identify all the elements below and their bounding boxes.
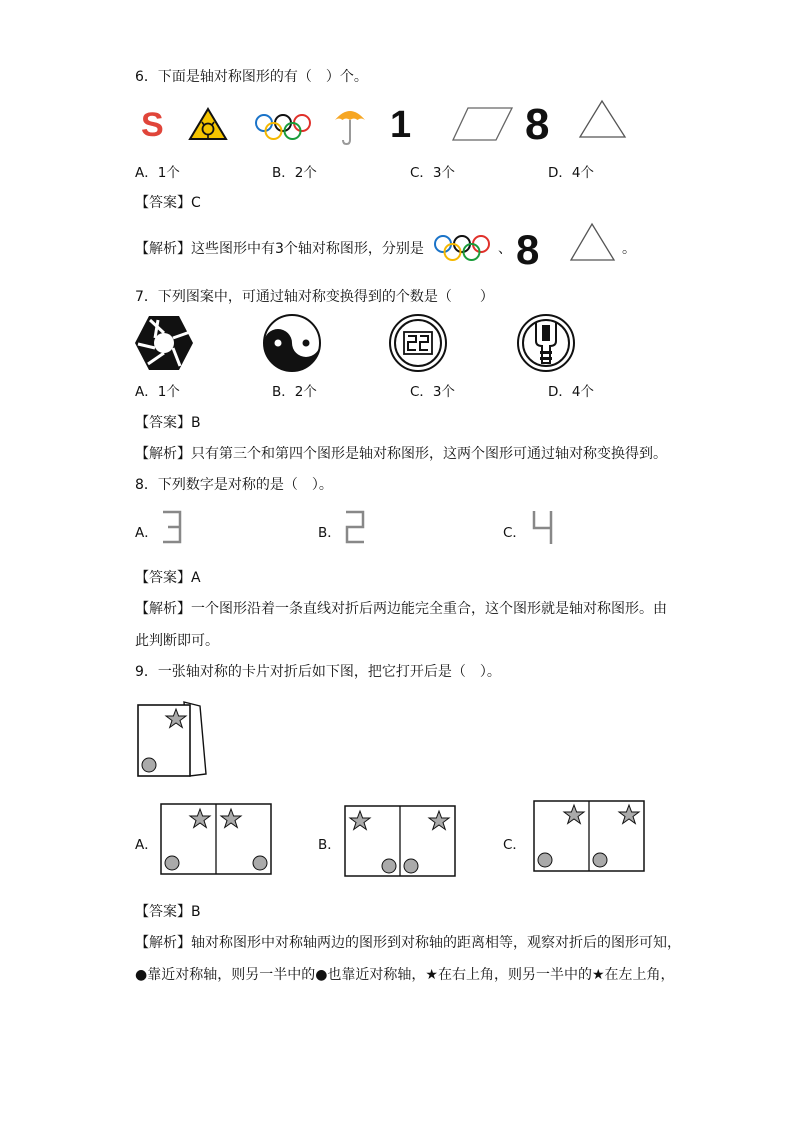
q7-question: 7．下列图案中，可通过轴对称变换得到的个数是（ ） (135, 289, 494, 305)
q8-analysis-line2: 此判断即可。 (135, 633, 219, 649)
yin-yang-icon (262, 313, 322, 373)
q9-option-a[interactable]: A． (135, 837, 158, 853)
parallelogram-icon (452, 106, 514, 142)
bank-emblem-logo-icon (516, 313, 576, 373)
q6-answer: 【答案】C (135, 195, 201, 211)
folded-card-figure (136, 700, 208, 780)
q9-option-b-figure[interactable] (344, 805, 456, 877)
q8-option-b[interactable]: B． (318, 525, 341, 541)
q9-analysis-line1: 【解析】轴对称图形中对称轴两边的图形到对称轴的距离相等，观察对折后的图形可知， (135, 935, 681, 951)
q9-answer: 【答案】B (135, 904, 201, 920)
q6-digit-eight-icon: 8 (525, 100, 550, 149)
q8-option-a[interactable]: A． (135, 525, 158, 541)
olympic-rings-icon (254, 112, 314, 142)
q6-question: 6．下面是轴对称图形的有（ ）个。 (135, 69, 368, 85)
triangle-icon (579, 99, 627, 139)
digit-three-icon (160, 508, 184, 546)
q9-option-b[interactable]: B． (318, 837, 341, 853)
q6-analysis-end: 。 (622, 241, 636, 257)
q8-option-c[interactable]: C． (503, 525, 526, 541)
q6-option-a[interactable]: A．1个 (135, 165, 180, 181)
q9-option-c[interactable]: C． (503, 837, 526, 853)
circle-icon (142, 758, 156, 772)
digit-two-icon (343, 508, 367, 546)
q8-analysis-line1: 【解析】一个图形沿着一条直线对折后两边能完全重合，这个图形就是轴对称图形。由 (135, 601, 667, 617)
q7-analysis: 【解析】只有第三个和第四个图形是轴对称图形，这两个图形可通过轴对称变换得到。 (135, 446, 667, 462)
q7-option-b[interactable]: B．2个 (272, 384, 317, 400)
recycle-warning-icon (188, 107, 228, 141)
umbrella-icon (333, 104, 367, 146)
q7-option-d[interactable]: D．4个 (548, 384, 594, 400)
q6-analysis-prefix: 【解析】这些图形中有3个轴对称图形，分别是 (135, 241, 424, 257)
q9-question: 9．一张轴对称的卡片对折后如下图，把它打开后是（ ）。 (135, 664, 501, 680)
triangle-icon (570, 222, 616, 262)
q9-option-a-figure[interactable] (160, 803, 272, 875)
q6-digit-one-icon: 1 (390, 104, 412, 146)
q7-option-c[interactable]: C．3个 (410, 384, 456, 400)
q8-answer: 【答案】A (135, 570, 201, 586)
q7-answer: 【答案】B (135, 415, 201, 431)
q6-analysis-separator: 、 (498, 241, 512, 257)
q6-option-c[interactable]: C．3个 (410, 165, 456, 181)
camera-aperture-icon (134, 314, 194, 372)
q6-analysis-eight-icon: 8 (516, 226, 540, 273)
bank-coin-logo-icon (388, 313, 448, 373)
q9-option-c-figure[interactable] (533, 800, 645, 872)
q9-analysis-line2: ●靠近对称轴，则另一半中的●也靠近对称轴，★在右上角，则另一半中的★在左上角， (135, 967, 675, 983)
q8-question: 8．下列数字是对称的是（ ）。 (135, 477, 333, 493)
q6-option-d[interactable]: D．4个 (548, 165, 594, 181)
digit-four-icon (530, 508, 556, 546)
q6-option-b[interactable]: B．2个 (272, 165, 317, 181)
q7-option-a[interactable]: A．1个 (135, 384, 180, 400)
olympic-rings-icon (432, 233, 494, 263)
q6-s-letter-icon: S (141, 106, 164, 144)
